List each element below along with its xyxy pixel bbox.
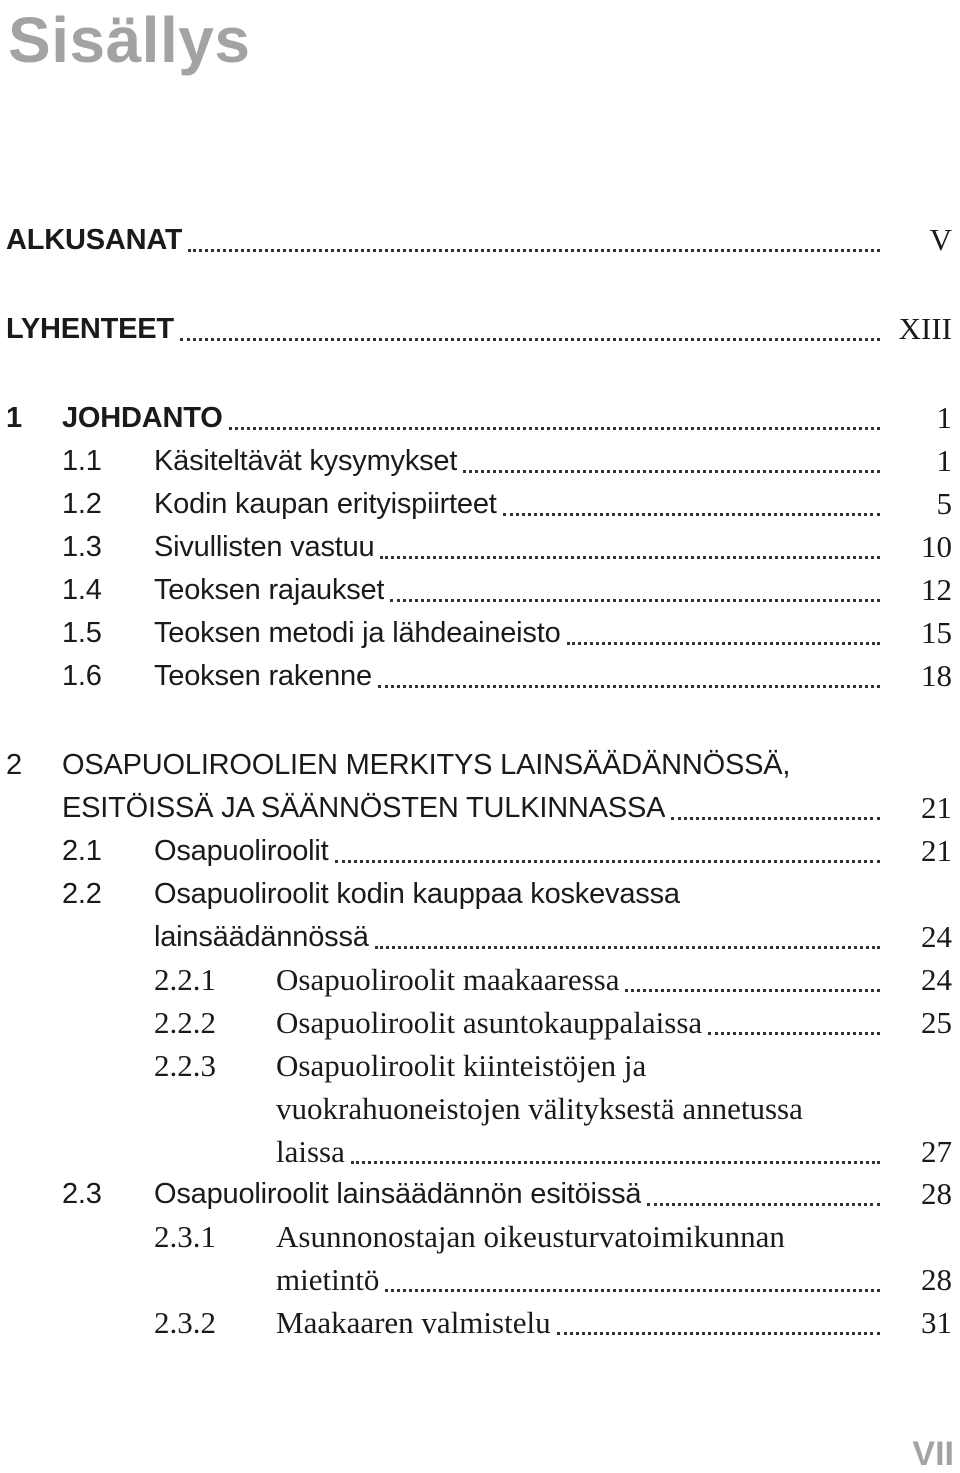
dot-leader [567, 638, 880, 645]
dot-leader [557, 1328, 880, 1335]
dot-leader [335, 856, 880, 863]
toc-entry-label: Teoksen rajaukset [154, 574, 385, 606]
dot-leader [625, 985, 880, 992]
toc-entry-page: 24 [921, 919, 952, 954]
toc-entry-page: 28 [921, 1176, 952, 1211]
dot-leader [463, 466, 880, 473]
toc-entry-page: 21 [921, 833, 952, 868]
page-number: VII [912, 1435, 954, 1473]
toc-entry-page: 5 [936, 486, 952, 521]
toc-entry-1-1[interactable] [0, 440, 960, 482]
toc-entry-label: ALKUSANAT [6, 224, 183, 256]
toc-entry-number: 2.3.1 [154, 1219, 216, 1254]
toc-entry-2-2-1[interactable] [0, 959, 960, 1001]
dot-leader [671, 813, 880, 820]
toc-entry-label: Kodin kaupan erityispiirteet [154, 488, 497, 520]
toc-entry-number: 1.1 [62, 445, 102, 477]
toc-entry-label: lainsäädännössä [154, 921, 369, 953]
toc-entry-1-2[interactable] [0, 483, 960, 525]
dot-leader [708, 1028, 880, 1035]
toc-entry-number: 1.4 [62, 574, 102, 606]
toc-entry-chapter-1[interactable] [0, 397, 960, 439]
toc-entry-1-3[interactable] [0, 526, 960, 568]
dot-leader [180, 334, 880, 341]
dot-leader [188, 245, 880, 252]
toc-entry-label: ESITÖISSÄ JA SÄÄNNÖSTEN TULKINNASSA [62, 792, 666, 824]
toc-entry-lyhenteet[interactable] [0, 308, 960, 350]
toc-entry-number: 2.2.3 [154, 1048, 216, 1083]
dot-leader [647, 1199, 880, 1206]
toc-entry-page: XIII [898, 311, 952, 346]
toc-entry-chapter-2[interactable] [0, 744, 960, 830]
toc-entry-2-2-2[interactable] [0, 1002, 960, 1044]
toc-entry-1-5[interactable] [0, 612, 960, 654]
toc-entry-label: LYHENTEET [6, 313, 174, 345]
toc-entry-label: Osapuoliroolit maakaaressa [276, 962, 620, 997]
toc-entry-page: 1 [936, 400, 952, 435]
toc-entry-page: 25 [921, 1005, 952, 1040]
toc-entry-label: Osapuoliroolit [154, 835, 329, 867]
toc-entry-page: 21 [921, 790, 952, 825]
toc-entry-2-2[interactable] [0, 873, 960, 959]
dot-leader [229, 423, 880, 430]
toc-entry-page: 31 [921, 1305, 952, 1340]
toc-entry-1-4[interactable] [0, 569, 960, 611]
toc-entry-page: 15 [921, 615, 952, 650]
toc-entry-label-line1: OSAPUOLIROOLIEN MERKITYS LAINSÄÄDÄNNÖSSÄ, [62, 749, 791, 781]
toc-entry-label-line2: vuokrahuoneistojen välityksestä annetussa [276, 1091, 803, 1126]
toc-entry-number: 2.3 [62, 1178, 102, 1210]
toc-entry-label-line1: Osapuoliroolit kodin kauppaa koskevassa [154, 878, 680, 910]
dot-leader [375, 942, 880, 949]
dot-leader [351, 1157, 880, 1164]
toc-entry-page: 24 [921, 962, 952, 997]
dot-leader [503, 509, 880, 516]
dot-leader [390, 595, 880, 602]
toc-entry-label: Osapuoliroolit asuntokauppalaissa [276, 1005, 703, 1040]
toc-entry-number: 1.3 [62, 531, 102, 563]
toc-entry-label: JOHDANTO [62, 402, 223, 434]
toc-entry-label: Käsiteltävät kysymykset [154, 445, 458, 477]
toc-entry-page: 18 [921, 658, 952, 693]
toc-entry-number: 1.2 [62, 488, 102, 520]
toc-entry-2-3[interactable] [0, 1173, 960, 1215]
toc-entry-label-line1: Asunnonostajan oikeusturvatoimikunnan [276, 1219, 785, 1254]
toc-entry-number: 2.2.2 [154, 1005, 216, 1040]
toc-entry-label: mietintö [276, 1262, 380, 1297]
toc-entry-label-line1: Osapuoliroolit kiinteistöjen ja [276, 1048, 647, 1083]
toc-entry-2-3-1[interactable] [0, 1216, 960, 1302]
toc-entry-label: Teoksen rakenne [154, 660, 372, 692]
dot-leader [385, 1285, 880, 1292]
dot-leader [380, 552, 880, 559]
toc-entry-1-6[interactable] [0, 655, 960, 697]
toc-entry-number: 2.2.1 [154, 962, 216, 997]
toc-entry-2-3-2[interactable] [0, 1302, 960, 1344]
toc-entry-label: Osapuoliroolit lainsäädännön esitöissä [154, 1178, 642, 1210]
toc-entry-2-1[interactable] [0, 830, 960, 872]
toc-entry-label: laissa [276, 1134, 345, 1169]
toc-entry-page: 28 [921, 1262, 952, 1297]
toc-entry-number: 1 [6, 402, 22, 434]
toc-entry-page: V [929, 222, 952, 257]
toc-entry-number: 2.3.2 [154, 1305, 216, 1340]
toc-entry-number: 2 [6, 749, 22, 781]
toc-entry-label: Maakaaren valmistelu [276, 1305, 551, 1340]
toc-entry-alkusanat[interactable] [0, 219, 960, 261]
toc-entry-label: Sivullisten vastuu [154, 531, 375, 563]
toc-entry-number: 2.2 [62, 878, 102, 910]
dot-leader [378, 681, 880, 688]
toc-entry-number: 2.1 [62, 835, 102, 867]
toc-entry-page: 12 [921, 572, 952, 607]
toc-entry-label: Teoksen metodi ja lähdeaineisto [154, 617, 561, 649]
toc-entry-number: 1.5 [62, 617, 102, 649]
page-title: Sisällys [8, 4, 251, 76]
toc-entry-page: 1 [936, 443, 952, 478]
toc-entry-number: 1.6 [62, 660, 102, 692]
toc-entry-2-2-3[interactable] [0, 1045, 960, 1173]
toc-entry-page: 10 [921, 529, 952, 564]
toc-entry-page: 27 [921, 1134, 952, 1169]
